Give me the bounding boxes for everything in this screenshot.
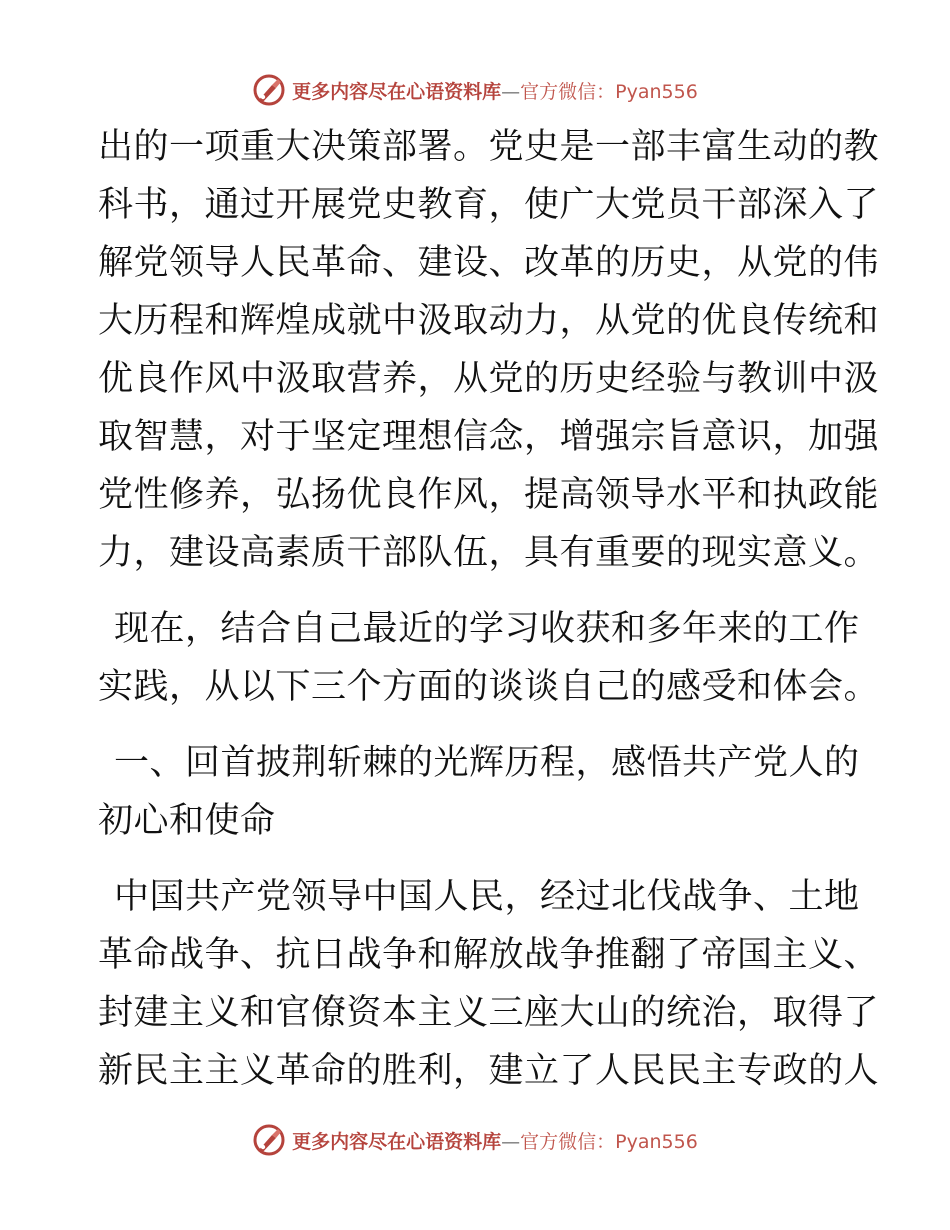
text-line: 封建主义和官僚资本主义三座大山的统治，取得了 [98, 993, 880, 1033]
watermark-text [292, 77, 698, 104]
header-watermark [0, 70, 950, 110]
text-line: 实践，从以下三个方面的谈谈自己的感受和体会。 [98, 667, 880, 707]
section-heading [98, 734, 858, 850]
watermark-text [292, 1127, 698, 1154]
text-line: 优良作风中汲取营养，从党的历史经验与教训中汲 [98, 359, 880, 399]
heading-line: 一、回首披荆斩棘的光辉历程，感悟共产党人的 [114, 743, 860, 783]
text-line: 解党领导人民革命、建设、改革的历史，从党的伟 [98, 243, 880, 283]
watermark-separator: — [501, 1130, 521, 1153]
text-line: 中国共产党领导中国人民，经过北伐战争、土地 [114, 877, 860, 917]
watermark-separator: — [501, 80, 521, 103]
watermark-brand: 更多内容尽在心语资料库 [292, 80, 502, 103]
text-line: 力，建设高素质干部队伍，具有重要的现实意义。 [98, 533, 880, 573]
watermark-contact: 官方微信：Pyan556 [520, 80, 698, 103]
paragraph-3 [98, 868, 880, 1100]
watermark-contact: 官方微信：Pyan556 [520, 1130, 698, 1153]
text-line: 新民主主义革命的胜利，建立了人民民主专政的人 [98, 1051, 880, 1091]
text-line: 取智慧，对于坚定理想信念，增强宗旨意识，加强 [98, 417, 880, 457]
paragraph-1 [98, 118, 880, 582]
text-line: 现在，结合自己最近的学习收获和多年来的工作 [114, 609, 860, 649]
paragraph-2 [98, 600, 880, 716]
footer-watermark [0, 1120, 950, 1160]
pen-circle-logo-icon [252, 73, 286, 107]
text-line: 革命战争、抗日战争和解放战争推翻了帝国主义、 [98, 935, 880, 975]
text-line: 大历程和辉煌成就中汲取动力，从党的优良传统和 [98, 301, 880, 341]
text-line: 党性修养，弘扬优良作风，提高领导水平和执政能 [98, 475, 880, 515]
pen-circle-logo-icon [252, 1123, 286, 1157]
heading-line: 初心和使命 [98, 801, 276, 841]
document-body [98, 118, 880, 1118]
text-line: 出的一项重大决策部署。党史是一部丰富生动的教 [98, 127, 880, 167]
text-line: 科书，通过开展党史教育，使广大党员干部深入了 [98, 185, 880, 225]
watermark-brand: 更多内容尽在心语资料库 [292, 1130, 502, 1153]
